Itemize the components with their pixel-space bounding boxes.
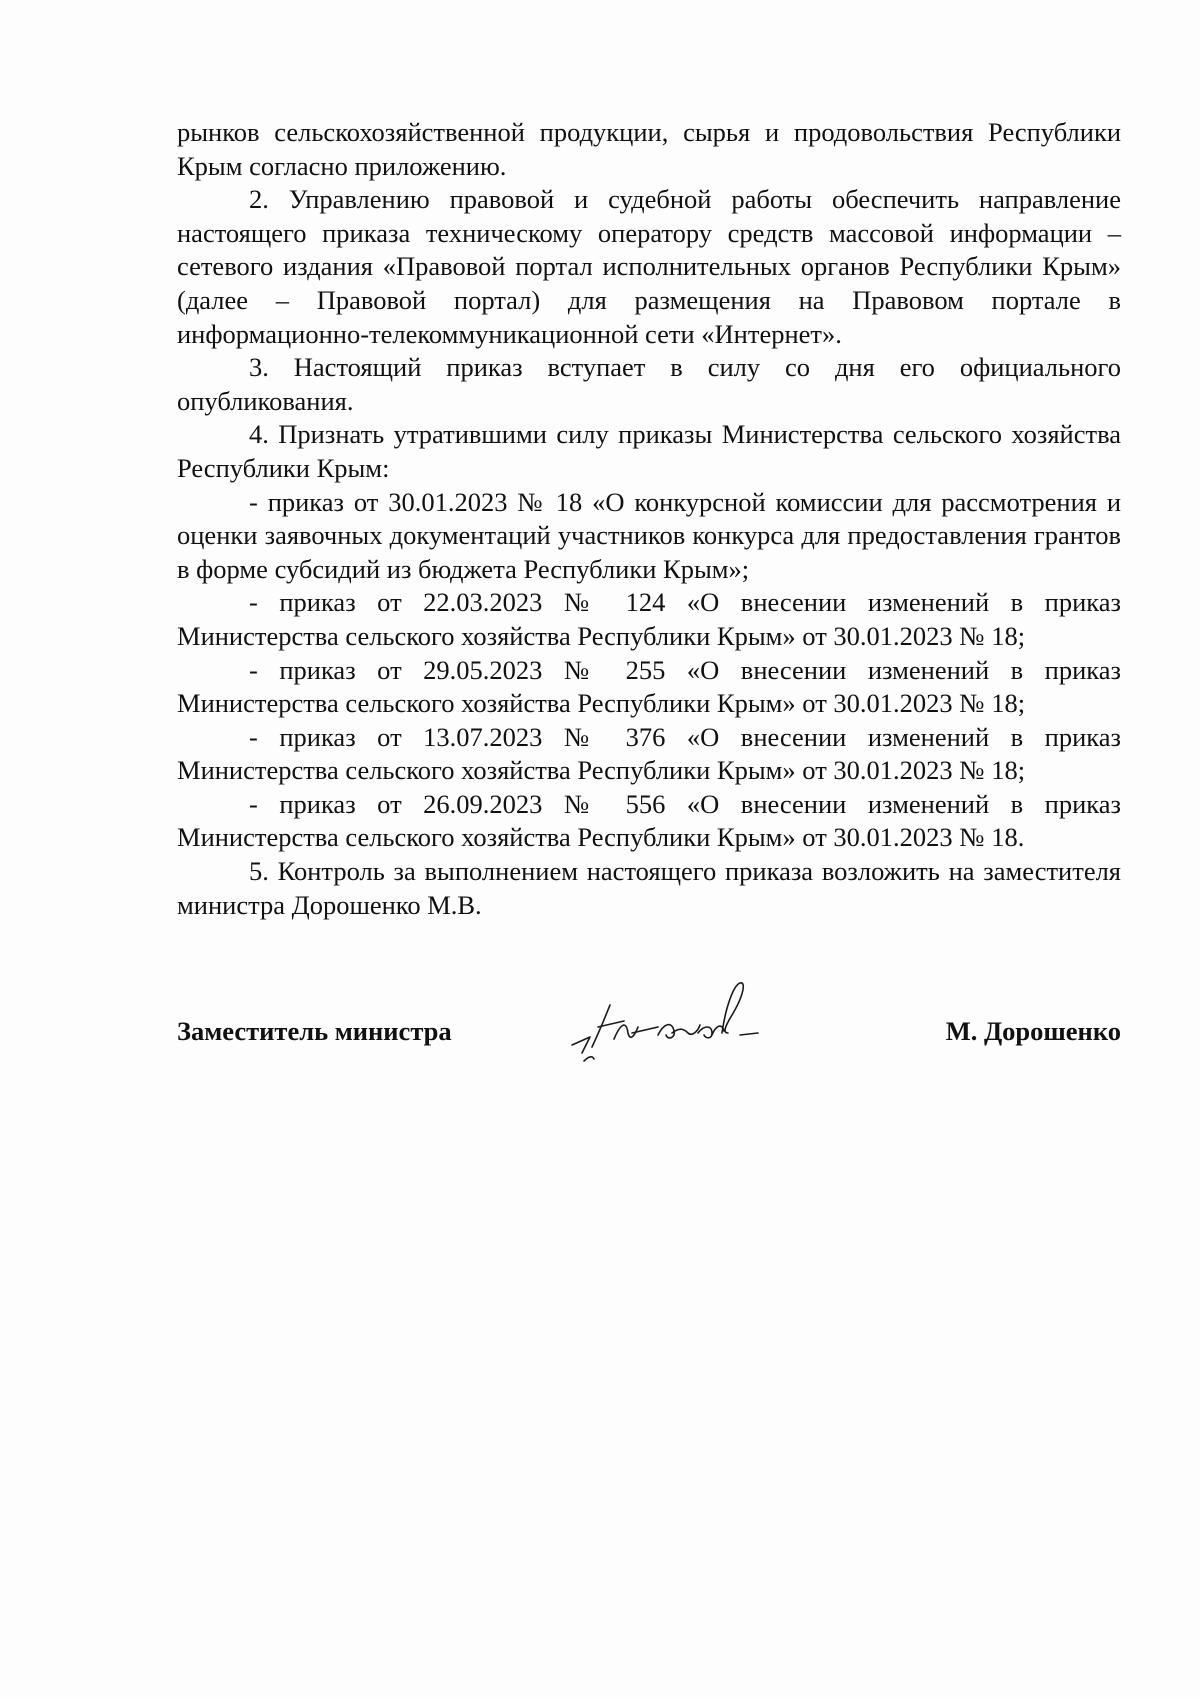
signatory-name: М. Дорошенко xyxy=(945,1016,1121,1046)
paragraph-continuation: рынков сельскохозяйственной продукции, сырья и продовольствия Республики Крым согласно приложению. xyxy=(177,117,1121,181)
paragraph-order-124: - приказ от 22.03.2023 № 124 «О внесении изменений в приказ Министерства сельского хозяйства Республики Крым» от 30.01.2023 № 18; xyxy=(177,587,1121,651)
paragraph-order-376: - приказ от 13.07.2023 № 376 «О внесении изменений в приказ Министерства сельского хозяйства Республики Крым» от 30.01.2023 № 18; xyxy=(177,721,1121,786)
paragraph-item-3: 3. Настоящий приказ вступает в силу со дня его официального опубликования. xyxy=(177,352,1121,416)
paragraph-order-18: - приказ от 30.01.2023 № 18 «О конкурсной комиссии для рассмотрения и оценки заявочных документаций участников конкурса для предоставления грантов в форме субсидий из бюджета Республики Крым»; xyxy=(177,486,1121,584)
paragraph-order-556: - приказ от 26.09.2023 № 556 «О внесении изменений в приказ Министерства сельского хозяйства Республики Крым» от 30.01.2023 № 18. xyxy=(177,788,1121,853)
paragraph-order-255: - приказ от 29.05.2023 № 255 «О внесении изменений в приказ Министерства сельского хозяйства Республики Крым» от 30.01.2023 № 18; xyxy=(177,654,1121,719)
handwritten-signature-icon xyxy=(562,975,802,1070)
signature-block xyxy=(177,1000,1121,1070)
paragraph-item-2: 2. Управлению правовой и судебной работы обеспечить направление настоящего приказа техническому оператору средств массовой информации – сетевого издания «Правовой портал исполнительных органов Республики Крым» (далее – Правовой портал) для размещения на Правовом портале в информационно-телекоммуникационной сети «Интернет». xyxy=(177,184,1121,349)
document-body xyxy=(177,116,1121,922)
signatory-title: Заместитель министра xyxy=(177,1016,452,1046)
paragraph-item-4: 4. Признать утратившими силу приказы Министерства сельского хозяйства Республики Крым: xyxy=(177,419,1121,483)
paragraph-item-5: 5. Контроль за выполнением настоящего приказа возложить на заместителя министра Дорошенко М.В. xyxy=(177,856,1121,920)
